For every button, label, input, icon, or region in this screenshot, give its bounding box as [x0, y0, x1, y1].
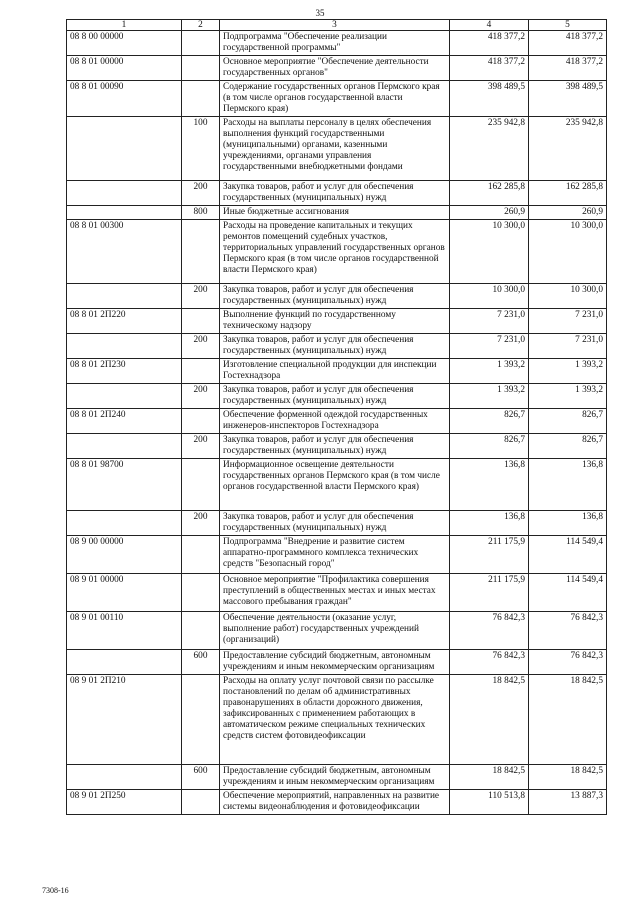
row-amount-col4: 260,9	[450, 206, 529, 220]
table-header-row	[67, 20, 607, 31]
table-row	[67, 574, 607, 612]
table-row	[67, 409, 607, 434]
row-expense-type	[182, 56, 220, 81]
row-expense-type	[182, 536, 220, 574]
row-expense-type	[182, 409, 220, 434]
row-expense-type: 200	[182, 384, 220, 409]
row-amount-col4: 76 842,3	[450, 612, 529, 650]
row-amount-col4: 235 942,8	[450, 117, 529, 181]
row-code: 08 9 01 00000	[67, 574, 182, 612]
header-col-1: 1	[67, 20, 182, 31]
row-amount-col4: 110 513,8	[450, 790, 529, 815]
row-amount-col4: 211 175,9	[450, 536, 529, 574]
row-name: Закупка товаров, работ и услуг для обеспечения государственных (муниципальных) нужд	[220, 284, 450, 309]
row-amount-col5: 418 377,2	[529, 56, 607, 81]
row-amount-col5: 18 842,5	[529, 675, 607, 765]
row-code	[67, 384, 182, 409]
row-name: Закупка товаров, работ и услуг для обеспечения государственных (муниципальных) нужд	[220, 434, 450, 459]
table-row	[67, 434, 607, 459]
row-amount-col5: 235 942,8	[529, 117, 607, 181]
row-amount-col5: 10 300,0	[529, 220, 607, 284]
row-amount-col4: 76 842,3	[450, 650, 529, 675]
row-expense-type: 800	[182, 206, 220, 220]
row-amount-col5: 18 842,5	[529, 765, 607, 790]
row-amount-col5: 1 393,2	[529, 359, 607, 384]
table-row	[67, 459, 607, 511]
row-amount-col4: 18 842,5	[450, 765, 529, 790]
row-amount-col5: 114 549,4	[529, 574, 607, 612]
row-name: Выполнение функций по государственному техническому надзору	[220, 309, 450, 334]
row-name: Подпрограмма "Внедрение и развитие систем аппаратно-программного комплекса технических средств "Безопасный город"	[220, 536, 450, 574]
row-amount-col5: 76 842,3	[529, 612, 607, 650]
row-code	[67, 117, 182, 181]
row-amount-col4: 1 393,2	[450, 359, 529, 384]
row-code: 08 8 01 98700	[67, 459, 182, 511]
table-row	[67, 31, 607, 56]
row-amount-col4: 1 393,2	[450, 384, 529, 409]
table-row	[67, 359, 607, 384]
row-amount-col4: 10 300,0	[450, 284, 529, 309]
header-col-2: 2	[182, 20, 220, 31]
row-name: Основное мероприятие "Профилактика совершения преступлений в общественных местах и иных местах массового пребывания граждан"	[220, 574, 450, 612]
row-amount-col5: 76 842,3	[529, 650, 607, 675]
row-amount-col4: 418 377,2	[450, 56, 529, 81]
row-name: Обеспечение мероприятий, направленных на развитие системы видеонаблюдения и фотовидеофиксации	[220, 790, 450, 815]
row-code: 08 9 01 2П210	[67, 675, 182, 765]
row-code	[67, 284, 182, 309]
footer-code: 7308-16	[42, 886, 69, 895]
row-amount-col4: 10 300,0	[450, 220, 529, 284]
row-code: 08 8 01 00300	[67, 220, 182, 284]
row-amount-col5: 13 887,3	[529, 790, 607, 815]
header-col-5: 5	[529, 20, 607, 31]
row-amount-col4: 826,7	[450, 409, 529, 434]
row-amount-col5: 7 231,0	[529, 309, 607, 334]
budget-table-body	[67, 20, 607, 815]
table-row	[67, 650, 607, 675]
row-expense-type	[182, 459, 220, 511]
row-amount-col5: 10 300,0	[529, 284, 607, 309]
row-amount-col4: 826,7	[450, 434, 529, 459]
table-row	[67, 117, 607, 181]
row-expense-type	[182, 359, 220, 384]
row-name: Подпрограмма "Обеспечение реализации государственной программы"	[220, 31, 450, 56]
row-expense-type	[182, 574, 220, 612]
row-expense-type	[182, 790, 220, 815]
row-amount-col5: 398 489,5	[529, 81, 607, 117]
row-name: Закупка товаров, работ и услуг для обеспечения государственных (муниципальных) нужд	[220, 511, 450, 536]
table-row	[67, 511, 607, 536]
row-amount-col4: 136,8	[450, 459, 529, 511]
row-expense-type: 200	[182, 511, 220, 536]
row-name: Содержание государственных органов Пермского края (в том числе органов государственной власти Пермского края)	[220, 81, 450, 117]
row-code: 08 8 00 00000	[67, 31, 182, 56]
row-code: 08 8 01 00090	[67, 81, 182, 117]
row-amount-col4: 162 285,8	[450, 181, 529, 206]
row-expense-type: 600	[182, 765, 220, 790]
row-name: Закупка товаров, работ и услуг для обеспечения государственных (муниципальных) нужд	[220, 181, 450, 206]
header-col-3: 3	[220, 20, 450, 31]
row-name: Обеспечение деятельности (оказание услуг, выполнение работ) государственных учреждений (организаций)	[220, 612, 450, 650]
row-name: Предоставление субсидий бюджетным, автономным учреждениям и иным некоммерческим организациям	[220, 650, 450, 675]
row-expense-type	[182, 675, 220, 765]
row-amount-col5: 826,7	[529, 434, 607, 459]
table-row	[67, 284, 607, 309]
row-code	[67, 181, 182, 206]
row-amount-col5: 162 285,8	[529, 181, 607, 206]
row-amount-col5: 114 549,4	[529, 536, 607, 574]
row-amount-col5: 826,7	[529, 409, 607, 434]
table-row	[67, 56, 607, 81]
row-expense-type	[182, 81, 220, 117]
row-amount-col4: 18 842,5	[450, 675, 529, 765]
row-amount-col4: 136,8	[450, 511, 529, 536]
row-code: 08 9 01 00110	[67, 612, 182, 650]
table-row	[67, 206, 607, 220]
row-amount-col4: 7 231,0	[450, 309, 529, 334]
row-code: 08 8 01 2П220	[67, 309, 182, 334]
row-expense-type: 100	[182, 117, 220, 181]
row-name: Предоставление субсидий бюджетным, автономным учреждениям и иным некоммерческим организациям	[220, 765, 450, 790]
row-name: Иные бюджетные ассигнования	[220, 206, 450, 220]
row-amount-col5: 136,8	[529, 511, 607, 536]
row-code: 08 9 00 00000	[67, 536, 182, 574]
row-code	[67, 434, 182, 459]
row-name: Изготовление специальной продукции для инспекции Гостехнадзора	[220, 359, 450, 384]
row-name: Информационное освещение деятельности государственных органов Пермского края (в том числе органов государственной власти Пермского края)	[220, 459, 450, 511]
row-code: 08 8 01 2П240	[67, 409, 182, 434]
row-amount-col4: 418 377,2	[450, 31, 529, 56]
row-code	[67, 765, 182, 790]
row-code	[67, 650, 182, 675]
row-amount-col4: 7 231,0	[450, 334, 529, 359]
page-number: 35	[315, 8, 325, 18]
row-code	[67, 511, 182, 536]
row-name: Основное мероприятие "Обеспечение деятельности государственных органов"	[220, 56, 450, 81]
row-code	[67, 206, 182, 220]
row-expense-type	[182, 31, 220, 56]
table-row	[67, 309, 607, 334]
table-row	[67, 675, 607, 765]
row-amount-col5: 260,9	[529, 206, 607, 220]
row-code: 08 8 01 00000	[67, 56, 182, 81]
table-row	[67, 536, 607, 574]
row-name: Расходы на выплаты персоналу в целях обеспечения выполнения функций государственными (муниципальными) органами, казенными учреждениями, органами управления государственными внебюджетными фондами	[220, 117, 450, 181]
row-name: Обеспечение форменной одеждой государственных инженеров-инспекторов Гостехнадзора	[220, 409, 450, 434]
row-expense-type	[182, 612, 220, 650]
row-amount-col4: 398 489,5	[450, 81, 529, 117]
row-name: Расходы на проведение капитальных и текущих ремонтов помещений судебных участков, территориальных управлений государственных органов Пермского края (в том числе органов государственной власти Пермского края)	[220, 220, 450, 284]
table-row	[67, 81, 607, 117]
row-amount-col5: 418 377,2	[529, 31, 607, 56]
row-expense-type: 200	[182, 181, 220, 206]
row-amount-col5: 7 231,0	[529, 334, 607, 359]
row-code: 08 8 01 2П230	[67, 359, 182, 384]
row-expense-type	[182, 309, 220, 334]
row-expense-type: 600	[182, 650, 220, 675]
row-expense-type: 200	[182, 334, 220, 359]
row-code	[67, 334, 182, 359]
table-row	[67, 612, 607, 650]
row-name: Закупка товаров, работ и услуг для обеспечения государственных (муниципальных) нужд	[220, 384, 450, 409]
table-row	[67, 765, 607, 790]
budget-table	[66, 19, 607, 815]
row-name: Расходы на оплату услуг почтовой связи по рассылке постановлений по делам об административных правонарушениях в области дорожного движения, зафиксированных с применением работающих в автоматическом режиме специальных технических средств систем фотовидеофиксации	[220, 675, 450, 765]
row-expense-type: 200	[182, 284, 220, 309]
table-row	[67, 220, 607, 284]
table-row	[67, 384, 607, 409]
row-expense-type: 200	[182, 434, 220, 459]
table-row	[67, 181, 607, 206]
row-amount-col4: 211 175,9	[450, 574, 529, 612]
table-row	[67, 334, 607, 359]
row-amount-col5: 1 393,2	[529, 384, 607, 409]
header-col-4: 4	[450, 20, 529, 31]
row-expense-type	[182, 220, 220, 284]
table-row	[67, 790, 607, 815]
row-amount-col5: 136,8	[529, 459, 607, 511]
row-name: Закупка товаров, работ и услуг для обеспечения государственных (муниципальных) нужд	[220, 334, 450, 359]
row-code: 08 9 01 2П250	[67, 790, 182, 815]
